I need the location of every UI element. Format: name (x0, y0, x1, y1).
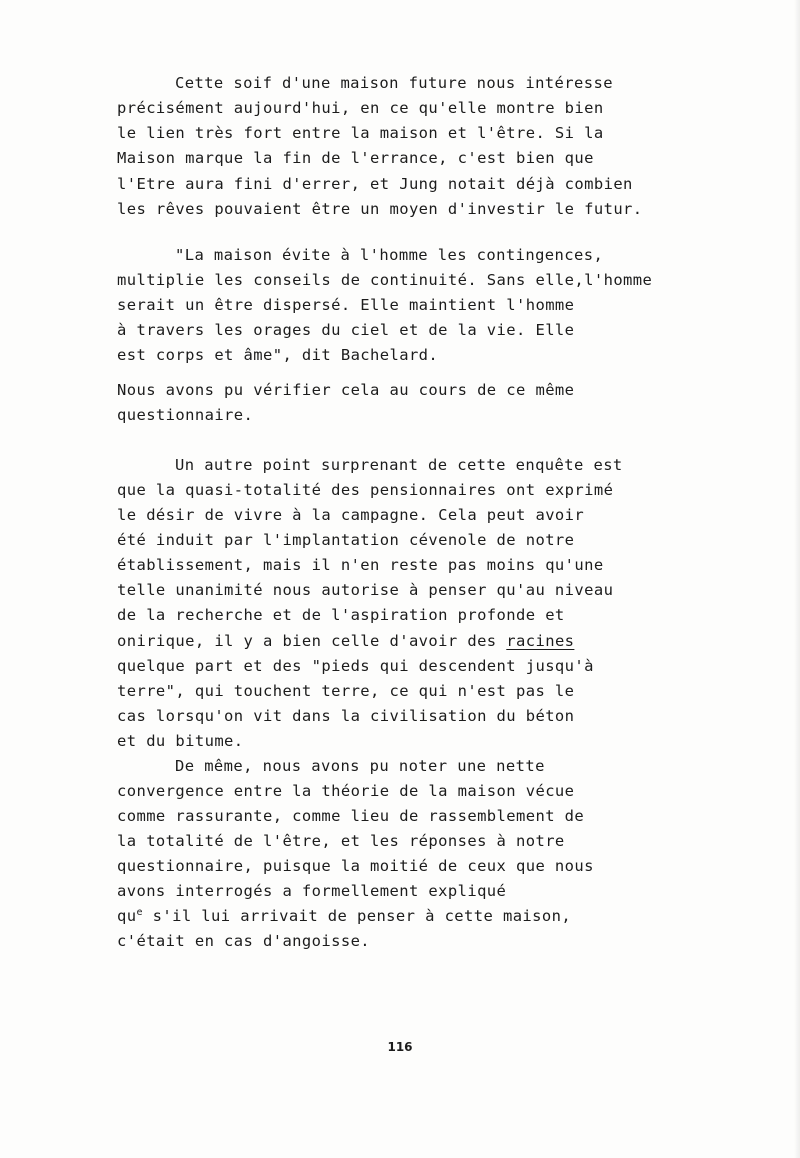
text-line (117, 906, 571, 926)
text-line: comme rassurante, comme lieu de rassemblement de (117, 807, 585, 825)
text-line: la totalité de l'être, et les réponses à notre (117, 832, 565, 850)
text-line: terre", qui touchent terre, ce qui n'est pas le (117, 682, 575, 700)
text-line: l'Etre aura fini d'errer, et Jung notait déjà combien (117, 175, 633, 193)
text-line: questionnaire, puisque la moitié de ceux que nous (117, 857, 594, 875)
text-line: Nous avons pu vérifier cela au cours de ce même (117, 381, 575, 399)
quote-line: serait un être dispersé. Elle maintient l'homme (117, 296, 575, 314)
text-line: le lien très fort entre la maison et l'être. Si la (117, 124, 604, 142)
text-line: convergence entre la théorie de la maison vécue (117, 782, 575, 800)
text-line: établissement, mais il n'en reste pas moins qu'une (117, 556, 604, 574)
text-line: De même, nous avons pu noter une nette (175, 757, 545, 775)
page-number: 116 (387, 1040, 413, 1054)
text-line: été induit par l'implantation cévenole de notre (117, 531, 575, 549)
text-line: et du bitume. (117, 732, 244, 750)
text-line: Cette soif d'une maison future nous intéresse (175, 74, 613, 92)
quote-line: multiplie les conseils de continuité. Sans elle,l'homme (117, 271, 653, 289)
text-line: cas lorsqu'on vit dans la civilisation du béton (117, 707, 575, 725)
text-line: telle unanimité nous autorise à penser qu'au niveau (117, 581, 614, 599)
quote-line: "La maison évite à l'homme les contingences, (175, 246, 604, 264)
text-line: précisément aujourd'hui, en ce qu'elle montre bien (117, 99, 604, 117)
text-segment: onirique, il y a bien celle d'avoir des (117, 632, 507, 650)
text-line: de la recherche et de l'aspiration profonde et (117, 606, 565, 624)
text-segment: s'il lui arrivait de penser à cette maison, (142, 907, 572, 925)
text-line: le désir de vivre à la campagne. Cela peut avoir (117, 506, 585, 524)
underlined-word: racines (506, 632, 575, 650)
text-line: que la quasi-totalité des pensionnaires ont exprimé (117, 481, 614, 499)
text-line: Maison marque la fin de l'errance, c'est bien que (117, 149, 594, 167)
quote-line: à travers les orages du ciel et de la vie. Elle (117, 321, 575, 339)
text-line: questionnaire. (117, 406, 254, 424)
text-line: quelque part et des "pieds qui descendent jusqu'à (117, 657, 594, 675)
superscript-letter: e (136, 906, 143, 918)
quote-line: est corps et âme", dit Bachelard. (117, 346, 439, 364)
text-line (117, 631, 574, 651)
text-line: c'était en cas d'angoisse. (117, 932, 371, 950)
page-edge-shadow (794, 0, 800, 1158)
text-segment: qu (117, 907, 137, 925)
text-line: les rêves pouvaient être un moyen d'investir le futur. (117, 200, 643, 218)
text-line: avons interrogés a formellement expliqué (117, 882, 507, 900)
text-line: Un autre point surprenant de cette enquête est (175, 456, 623, 474)
